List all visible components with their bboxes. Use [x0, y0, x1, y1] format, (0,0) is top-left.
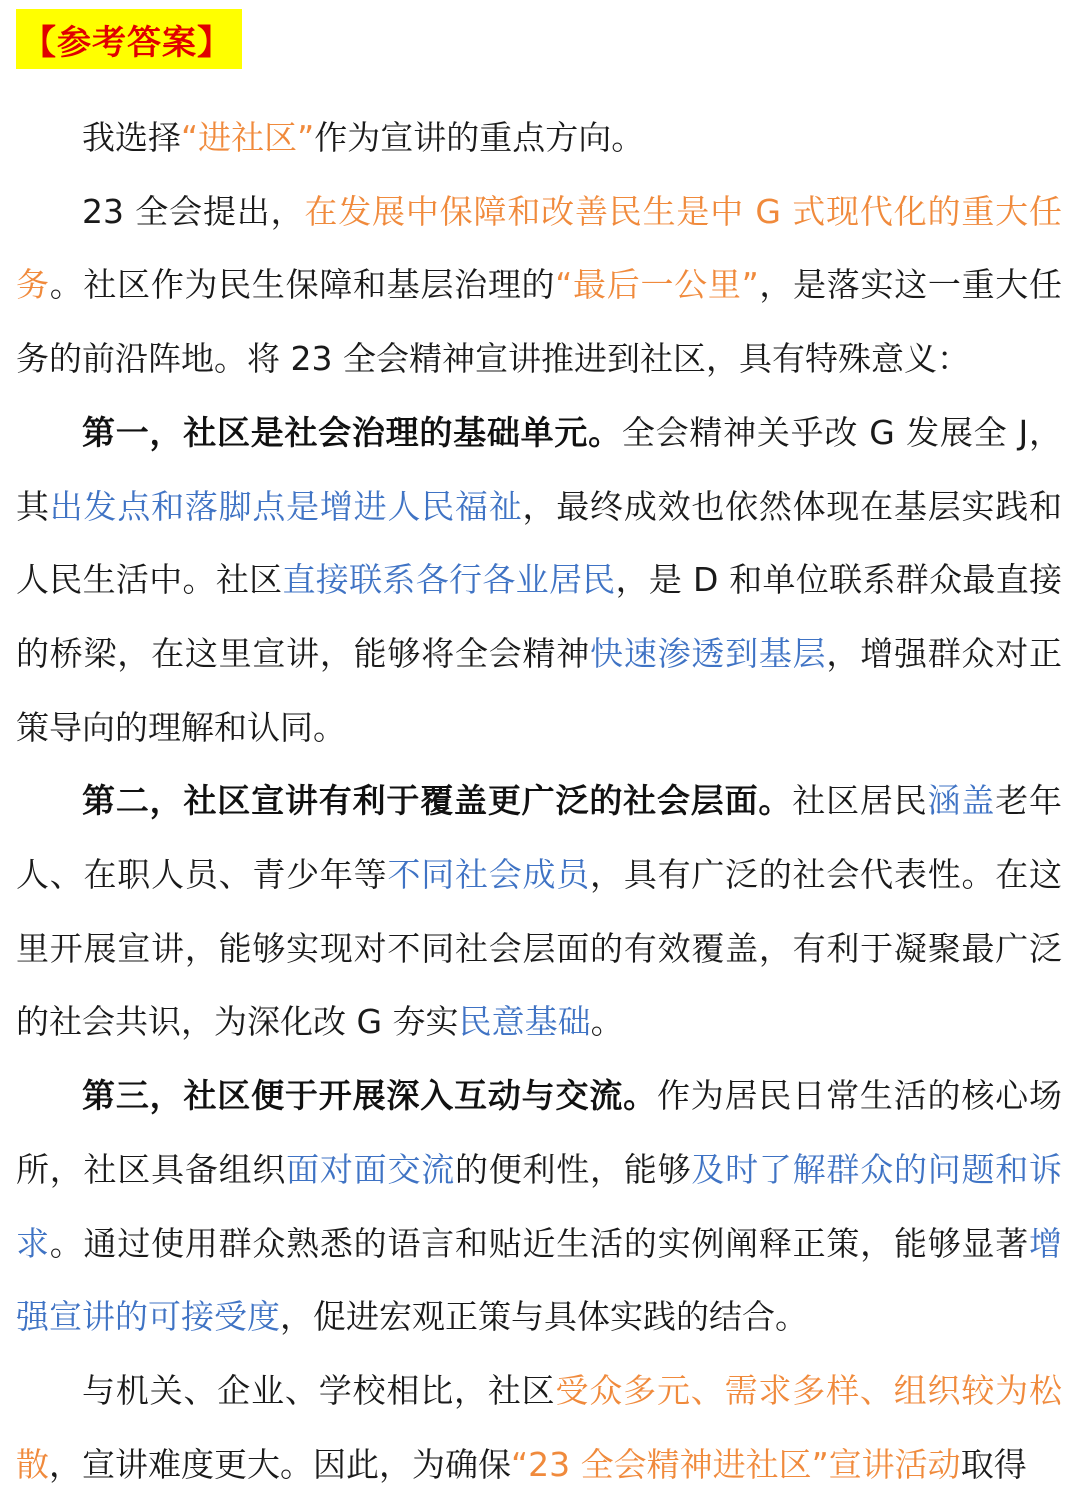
- text-segment: ，增强群众对正策导向的理解和认同。: [16, 633, 1063, 747]
- text-segment: ，促进宏观正策与具体实践的结合。: [280, 1297, 808, 1337]
- highlight-blue-text: 涵盖: [927, 781, 996, 821]
- highlight-blue-text: 直接联系各行各业居民: [282, 560, 616, 600]
- highlight-blue-text: 出发点和落脚点是增进人民福祉: [49, 486, 523, 526]
- text-segment: 。通过使用群众熟悉的语言和贴近生活的实例阐释正策，能够显著: [49, 1223, 1030, 1263]
- text-segment: 与机关、企业、学校相比，社区: [82, 1370, 556, 1410]
- highlight-blue-text: 快速渗透到基层: [590, 633, 827, 673]
- highlight-orange-text: 受众多元、需求多样、组织较为松散: [16, 1370, 1063, 1484]
- answer-paragraph: [16, 175, 1062, 396]
- bold-heading-text: 第三，社区便于开展深入互动与交流。: [82, 1076, 657, 1116]
- header-open-bracket: 【: [22, 22, 57, 63]
- text-segment: ，最终成效也依然体现在基层实践和人民生活中。社区: [16, 486, 1063, 600]
- highlight-orange-text: “23 全会精神进社区”宣讲活动: [511, 1444, 961, 1484]
- text-segment: 23 全会提出，: [82, 191, 305, 231]
- answer-header-tag: [16, 9, 242, 69]
- answer-paragraph: [16, 1059, 1062, 1354]
- bold-heading-text: 第一，社区是社会治理的: [82, 412, 454, 452]
- highlight-blue-text: 增强宣讲的可接受度: [16, 1223, 1063, 1337]
- answer-paragraph: [16, 101, 1062, 175]
- highlight-blue-text: 不同社会成员: [387, 855, 591, 895]
- highlight-orange-text: “进社区”: [181, 118, 315, 157]
- text-segment: 作为居民日常生活的核心场所，社区具备组织: [16, 1076, 1063, 1189]
- highlight-orange-text: 在发展中保障和改善民生是中 G 式现代化的重大任务: [16, 191, 1062, 305]
- text-segment: 社区居民: [792, 781, 928, 821]
- bold-heading-text: 。: [588, 412, 622, 452]
- text-segment: 的便利性，能够: [454, 1149, 692, 1189]
- answer-paragraph: [16, 764, 1062, 1059]
- highlight-red-bold-text: 基础单元: [453, 412, 589, 452]
- highlight-blue-text: 面对面交流: [286, 1149, 455, 1189]
- text-segment: 老年人、在职人员、青少年等: [16, 781, 1063, 895]
- text-segment: 。社区作为民生保障和基层治理的: [49, 265, 556, 305]
- text-segment: 作为宣讲的重点方向。: [314, 118, 645, 157]
- text-segment: 全会精神关乎改 G 发展全 J，其: [16, 412, 1063, 526]
- answer-paragraph: [16, 396, 1062, 765]
- text-segment: 取得: [960, 1444, 1027, 1484]
- answer-paragraph: [16, 1354, 1062, 1501]
- text-segment: ，宣讲难度更大。因此，为确保: [49, 1444, 511, 1484]
- text-segment: ，具有广泛的社会代表性。在这里开展宣讲，能够实现对不同社会层面的有效覆盖，有利于凝聚最广泛的社会共识，为深化改 G 夯实: [16, 855, 1063, 1042]
- text-segment: ，是 D 和单位联系群众最直接的桥梁，在这里宣讲，能够将全会精神: [16, 560, 1063, 673]
- highlight-orange-text: “最后一公里”: [555, 265, 759, 305]
- highlight-blue-text: 及时了解群众的问题和诉求: [16, 1149, 1063, 1263]
- text-segment: 我选择: [82, 118, 181, 157]
- highlight-blue-text: 民意基础: [458, 1002, 591, 1042]
- text-segment: ，是落实这一重大任务的前沿阵地。将 23 全会精神宣讲推进到社区，具有特殊意义：: [16, 265, 1062, 379]
- answer-body: [16, 101, 1062, 1501]
- bold-heading-text: 第二，社区宣讲有利于覆盖更广泛的社会层面。: [82, 781, 793, 821]
- text-segment: 。: [590, 1002, 624, 1042]
- header-title: 参考答案: [57, 22, 197, 63]
- header-close-bracket: 】: [197, 22, 232, 63]
